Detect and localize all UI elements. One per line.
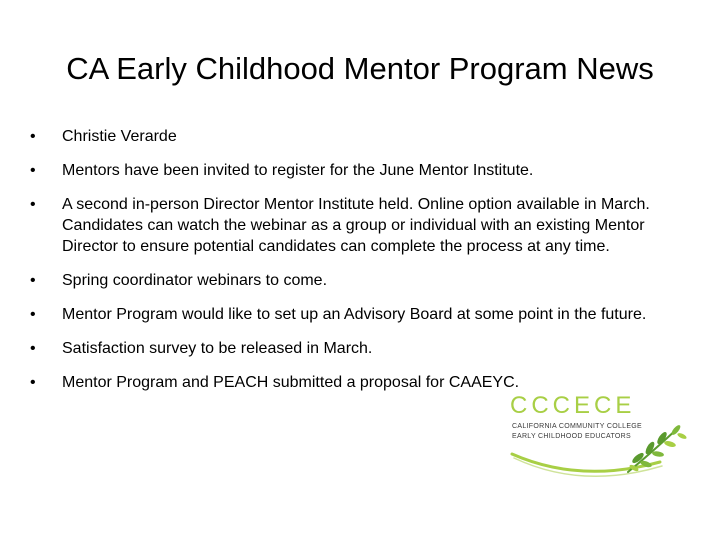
bullet-item (30, 126, 680, 147)
bullet-text: Spring coordinator webinars to come. (62, 272, 328, 289)
bullet-symbol: • (30, 196, 36, 213)
bullet-item (30, 160, 680, 181)
bullet-list (30, 126, 680, 406)
bullet-item (30, 338, 680, 359)
bullet-text: Mentor Program would like to set up an Advisory Board at some point in the future. (62, 306, 647, 323)
logo-text-line1: CALIFORNIA COMMUNITY COLLEGE (512, 423, 643, 430)
cccece-logo (510, 392, 690, 502)
bullet-symbol: • (30, 162, 36, 179)
bullet-text: A second in-person Director Mentor Institute held. Online option available in March. Candidates can watch the webinar as a group or individual with an existing Mentor Director to ensure potential candidates can complete the process at any time. (62, 196, 650, 255)
bullet-symbol: • (30, 272, 36, 289)
leaf-branch-icon (510, 392, 690, 502)
bullet-text: Mentors have been invited to register for the June Mentor Institute. (62, 162, 534, 179)
bullet-text: Mentor Program and PEACH submitted a proposal for CAAEYC. (62, 374, 520, 391)
slide-title: CA Early Childhood Mentor Program News (66, 50, 654, 86)
bullet-text: Christie Verarde (62, 128, 177, 145)
bullet-symbol: • (30, 128, 36, 145)
bullet-symbol: • (30, 340, 36, 357)
bullet-item (30, 194, 680, 257)
logo-wordmark: CCCECE (510, 392, 636, 419)
bullet-symbol: • (30, 306, 36, 323)
bullet-item (30, 304, 680, 325)
logo-text-line2: EARLY CHILDHOOD EDUCATORS (512, 433, 632, 440)
bullet-item (30, 270, 680, 291)
bullet-text: Satisfaction survey to be released in March. (62, 340, 373, 357)
bullet-symbol: • (30, 374, 36, 391)
bullet-item (30, 372, 680, 393)
